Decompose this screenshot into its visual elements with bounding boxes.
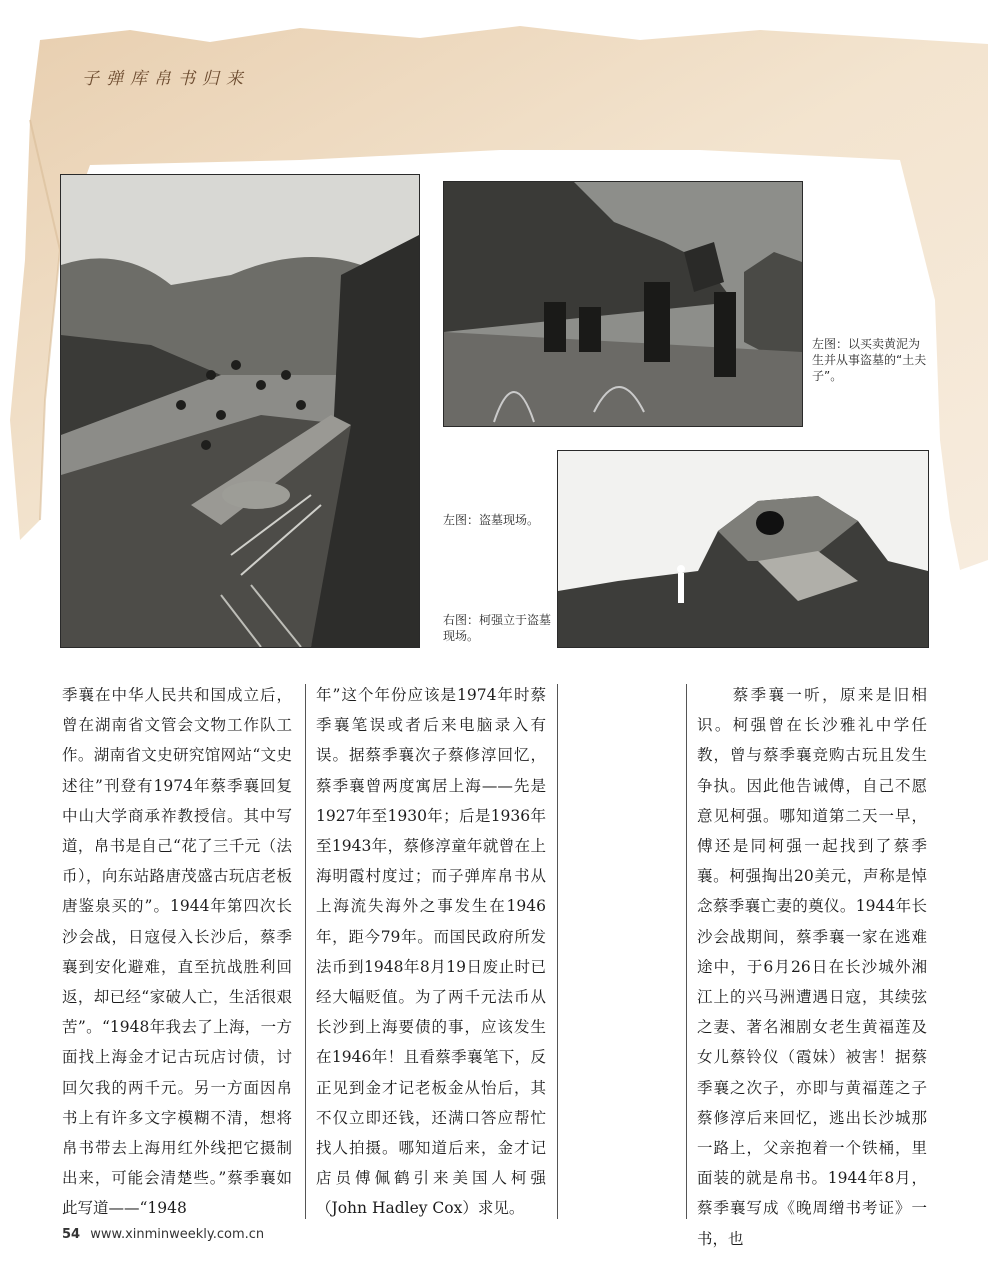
section-title: 子弹库帛书归来 bbox=[82, 69, 250, 89]
column-divider-1 bbox=[305, 684, 306, 1219]
tomb-robbers-photo bbox=[443, 181, 803, 427]
column-divider-2 bbox=[557, 684, 558, 1219]
column-divider-3 bbox=[686, 684, 687, 1219]
caption-cox: 右图：柯强立于盗墓现场。 bbox=[443, 613, 552, 643]
column-2-text: 年”这个年份应该是1974年时蔡季襄笔误或者后来电脑录入有误。据蔡季襄次子蔡修淳回忆，蔡季襄曾两度寓居上海——先是1927年至1930年；后是1936年至1943年，蔡修淳童年就曾在上海明霞村度过；而子弹库帛书从上海流失海外之事发生在1946年，距今79年。而国民政府所发法币到1948年8月19日废止时已经大幅贬值。为了两千元法币从长沙到上海要债的事，应该发生在1946年！且看蔡季襄笔下，反正见到金才记老板金从怡后，其不仅立即还钱，还满口答应帮忙找人拍摄。哪知道后来，金才记店员傅佩鹤引来美国人柯强（John Hadley Cox）求见。 bbox=[316, 686, 546, 1218]
column-1-text: 季襄在中华人民共和国成立后，曾在湖南省文管会文物工作队工作。湖南省文史研究馆网站“文史述往”刊登有1974年蔡季襄回复中山大学商承祚教授信。其中写道，帛书是自己“花了三千元（法币），向东站路唐茂盛古玩店老板唐鉴泉买的”。1944年第四次长沙会战，日寇侵入长沙后，蔡季襄到安化避难，直至抗战胜利回返，却已经“家破人亡，生活很艰苦”。“1948年我去了上海，一方面找上海金才记古玩店讨债，讨回欠我的两千元。另一方面因帛书上有许多文字模糊不清，想将帛书带去上海用红外线把它摄制出来，可能会清楚些。”蔡季襄如此写道——“1948 bbox=[62, 686, 292, 1218]
page-footer bbox=[62, 1227, 264, 1242]
body-column-1 bbox=[62, 680, 292, 1224]
caption-excavation: 左图：盗墓现场。 bbox=[443, 513, 540, 527]
page-number: 54 bbox=[62, 1227, 81, 1242]
website-url[interactable]: www.xinminweekly.com.cn bbox=[90, 1227, 265, 1242]
body-column-3 bbox=[697, 680, 927, 1254]
caption-tomb-robbers: 左图：以买卖黄泥为生并从事盗墓的“土夫子”。 bbox=[812, 337, 927, 383]
body-column-2 bbox=[316, 680, 546, 1224]
cox-at-tomb-photo bbox=[557, 450, 929, 648]
excavation-site-photo bbox=[60, 174, 420, 648]
column-3-text: 蔡季襄一听，原来是旧相识。柯强曾在长沙雅礼中学任教，曾与蔡季襄竞购古玩且发生争执。因此他告诫傅，自己不愿意见柯强。哪知道第二天一早，傅还是同柯强一起找到了蔡季襄。柯强掏出20美元，声称是悼念蔡季襄亡妻的奠仪。1944年长沙会战期间，蔡季襄一家在逃难途中，于6月26日在长沙城外湘江上的兴马洲遭遇日寇，其续弦之妻、著名湘剧女老生黄福莲及女儿蔡铃仪（霞妹）被害！据蔡季襄之次子，亦即与黄福莲之子蔡修淳后来回忆，逃出长沙城那一路上，父亲抱着一个铁桶，里面装的就是帛书。1944年8月，蔡季襄写成《晚周缯书考证》一书，也 bbox=[697, 686, 927, 1248]
